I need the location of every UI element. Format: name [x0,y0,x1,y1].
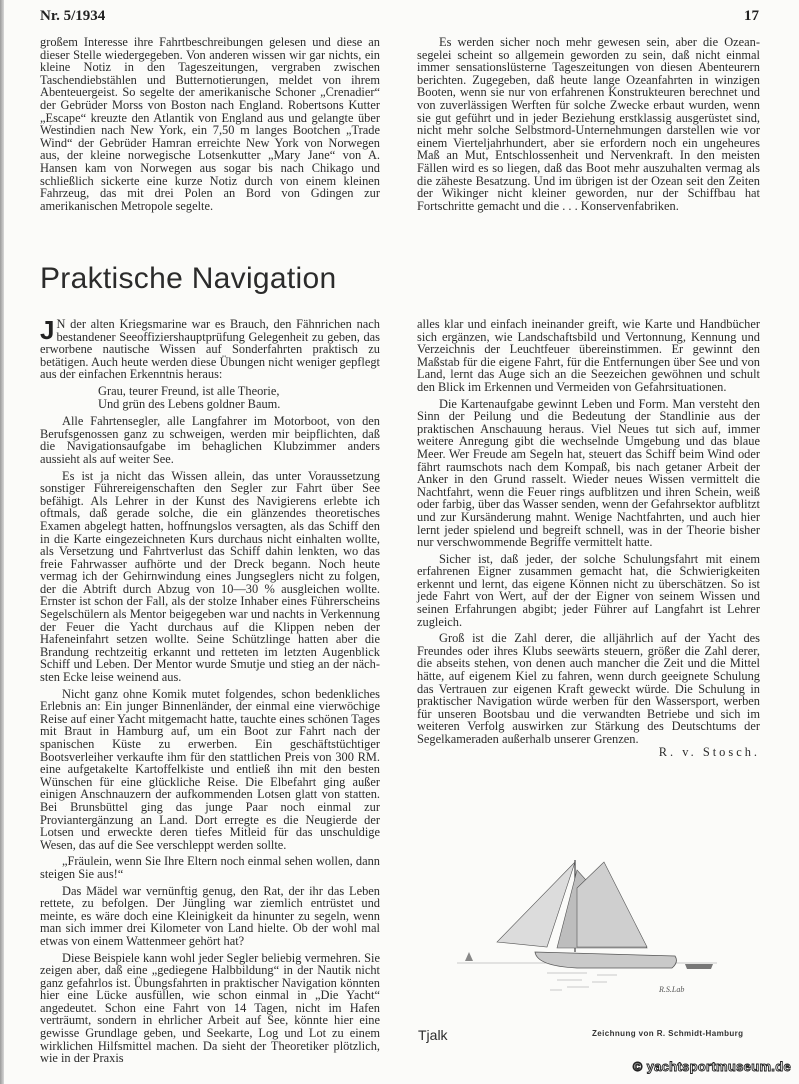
paragraph: Es werden sicher noch mehr gewesen sein, aber die Ozeansegelei scheint so allgemein geworden zu sein, daß nicht einmal immer sensationslüsterne Tageszeitungen von diesen Abenteurern berichten. Zugegeben, daß heute lange Ozeanfahrten in winzigen Booten, wenn sie nur von erfahrenen Konstrukteuren berechnet und von zuverlässigen Werften für solche Zwecke erbaut wurden, wenn sie gut geführt und in jeder Beziehung erstklassig ausgerüstet sind, nicht mehr solche Selbstmord-Unternehmungen darstellen wie vor einem Vierteljahrhundert, aber sie erfordern noch ein ungeheures Maß an Mut, Entschlossenheit und Nervenkraft. In den meisten Fällen wird es so liegen, daß das Boot mehr auszuhalten vermag als die zäheste Besatzung. Und im übrigen ist der Ozean seit den Zeiten der Wikinger nicht kleiner geworden, nur der Schiffbau hat Fortschritte gemacht und die . . . Konservenfabriken. [417,35,760,213]
author-signature: R. v. Stosch. [658,744,760,759]
paragraph: Es ist ja nicht das Wissen allein, das unter Voraussetzung sonstiger Führereigenschaften den Segler zur Fahrt über See befähigt. Als Lehrer in der Kunst des Navigierens erlebte ich oftmals, daß gerade solche, die ein glänzendes theoretisches Examen abgelegt hatten, hoffnungslos versagten, als das Schiff den in die Karte eingezeichneten Kurs durchaus nicht einhalten wollte, als Versetzung und Fahrtverlust das Schiff dahin lenkten, wo das freie Fahrwasser aufhörte und der Dreck begann. Noch heute vermag ich der Gehirnwindung eines Jungseglers nicht zu folgen, der die Abtrift durch Abzug von 10—30 % ausgleichen wollte. Ernster ist schon der Fall, als der stolze Inhaber eines Führerscheins Segelschülern als Mentor beigegeben war und nachts in Verkennung der Feuer die Yacht durchaus auf die Klippen neben der Hafeneinfahrt setzen wollte. Seine Schützlinge hatten aber die Brandung rechtzeitig erkannt und retteten im letzten Augenblick Schiff und Leben. Der Mentor wurde Smutje und stieg an der nächsten Ecke leise weinend aus. [40,468,380,685]
paragraph: Diese Beispiele kann wohl jeder Segler beliebig vermehren. Sie zeigen aber, daß eine „gediegene Halbbildung“ in der Nautik nicht ganz gefahrlos ist. Übungsfahrten in praktischer Navigation könnten hier eine Lücke ausfüllen, wie schon einmal in „Die Yacht“ angedeutet. Schon eine Fahrt von 14 Tagen, nicht im Hafen verträumt, sondern in ehrlicher Arbeit auf See, könnte hier eine gewisse Grundlage geben, und Seekarte, Log und Lot zu einem wirklichen Hilfsmittel machen. Da sieht der Theoretiker plötzlich, wie in der Praxis [40,950,380,1066]
paragraph: Das Mädel war vernünftig genug, den Rat, der ihr das Leben rettete, zu befolgen. Der Jüngling war ziemlich entrüstet und meinte, es wäre doch eine Kleinigkeit da hinunter zu segeln, wenn man sich immer drei Kilometer von Land hielte. Ob der wohl mal etwas von einem Wattenmeer gehört hat? [40,883,380,948]
continuation-paragraph: alles klar und einfach ineinander greift, wie Karte und Handbücher sich ergänzen, wie Landschaftsbild und Vertonnung, Kennung und Verzeichnis der Leuchtfeuer übereinstimmen. Er gewinnt den Maßstab für die eigene Fahrt, für die Entfernungen über See und von Land, lernt das Auge sich an die Seezeichen gewöhnen und schult den Blick im Erkennen und Vermeiden von Gefahrsituationen. [417,317,760,394]
copyright-watermark: © yachtsportmuseum.de [632,1059,791,1074]
final-paragraph [417,631,760,759]
sailing-barge-illustration [417,830,760,1010]
article-left-column [40,315,380,1069]
page-header [40,8,759,28]
sails [497,860,647,952]
paragraph: „Fräulein, wenn Sie Ihre Eltern noch einmal sehen wollen, dann steigen Sie aus!“ [40,854,380,881]
paragraph: großem Interesse ihre Fahrtbeschreibungen gelesen und diese an dieser Stelle wiedergegeben. Von anderen wissen wir gar nichts, ein kleine Notiz in den Tageszeitungen, vergraben zwischen Taschendiebstählen und Butternotierungen, meldet von ihrem Abenteuergeist. So segelte der amerikanische Schoner „Crenadier“ der Gebrüder Morss von Boston nach England. Robertsons Kutter „Escape“ kreuzte den Atlantik von England aus und gelangte über Westindien nach New York, ein 7,50 m langes Bootchen „Trade Wind“ der Gebrüder Hamran erreichte New York von Norwegen aus, der kleine norwegische Lotsenkutter „Mary Jane“ von A. Hansen kam von Norwegen aus sogar bis nach Chikago und schließlich sickerte eine kurze Notiz durch von einem kleinen Fahrzeug, das mit drei Polen an Bord von Gdingen zur amerikanischen Metropole segelte. [40,35,380,213]
paragraph: Alle Fahrtensegler, alle Langfahrer im Motorboot, von den Berufsgenossen ganz zu schweigen, werden mir beipflichten, daß die Navigationsaufgabe im behaglichen Klubzimmer anders aussieht als auf weiter See. [40,414,380,466]
intro-text: N der alten Kriegsmarine war es Brauch, den Fähnrichen nach bestandener Seeoffiziershauptprüfung Gelegenheit zu geben, das erworbene nautische Wissen auf Sonderfahrten praktisch zu betätigen. Auch heute werden diese Übungen nicht weniger gepflegt aus der einfachen Erkenntnis heraus: [40,317,380,382]
distant-boat [465,952,473,961]
final-paragraph-text: Groß ist die Zahl derer, die alljährlich auf der Yacht des Freundes oder ihres Klubs seewärts steuern, größer die Zahl derer, die abseits stehen, von denen auch mancher die Zeit und die Mittel hätte, auf eigenem Kiel zu fahren, wenn durch geeignete Schulung das Vertrauen zur eigenen Kraft geweckt würde. Die Schulung in praktischer Navigation würde werben für den Wassersport, werben für unseren Bootsbau und die verwandten Betriebe und sich im weiteren Verfolg auswirken zur Stärkung des Deutschtums der Segelkameraden außerhalb unserer Grenzen. [417,631,760,746]
previous-article-left-column [40,36,380,216]
article-title: Praktische Navigation [40,262,337,295]
previous-article-right-column [417,36,760,216]
verse-line: Grau, teurer Freund, ist alle Theorie, [98,383,280,398]
verse-line: Und grün des Lebens goldner Baum. [98,396,281,411]
dinghy [685,964,713,969]
barge-hull [535,952,676,968]
article-right-column [417,318,760,758]
paragraph: Sicher ist, daß jeder, der solche Schulungsfahrt mit einem erfahrenen Eigner zusammen gemacht hat, die Schwierigkeiten erkennt und lernt, das eigene Können nicht zu überschätzen. So ist jede Fahrt von Wert, auf der der Eigner von seinem Wissen und seinen Erfahrungen abgibt; jeder Führer auf Langfahrt ist Lehrer zugleich. [417,551,760,629]
issue-number: Nr. 5/1934 [40,8,106,24]
paragraph: Die Kartenaufgabe gewinnt Leben und Form. Man versteht den Sinn der Peilung und die Bedeutung der Standlinie aus der praktischen Anschauung heraus. Viel Neues tut sich auf, immer weitere Anregung gibt die wechselnde Umgebung und das blaue Meer. Wer Freude am Segeln hat, steuert das Schiff beim Wind oder fährt raumschots nach dem Kompaß, bis nach getaner Arbeit der Anker in den Grund rasselt. Wieder neues Wissen vermittelt die Nachtfahrt, wenn die Feuer rings aufblitzen und ihren Schein, weiß oder farbig, über das Wasser senden, wenn der Gefahrsektor aufblitzt und zur Kursänderung mahnt. Wenige Nachtfahrten, und auch hier lernt jeder spielend und begreift schnell, was in der Theorie bisher nur verschwommende Begriffe vermittelt hatte. [417,396,760,550]
drop-cap: J [40,315,55,345]
illustration-credit: Zeichnung von R. Schmidt-Hamburg [592,1029,744,1038]
paragraph: Nicht ganz ohne Komik mutet folgendes, schon bedenkliches Erlebnis an: Ein junger Binnenländer, der einmal eine vierwöchige Reise auf einer Yacht mitgemacht hatte, tauchte eines schönen Tages mit Braut in Hamburg auf, um ein Boot zur Fahrt nach der spanischen Küste zu erwerben. Ein geschäftstüchtiger Bootsverleiher verkaufte ihm für den stattlichen Preis von 300 RM. eine aufgetakelte Kartoffelkiste und entließ ihn mit den besten Wünschen für eine glückliche Reise. Die Elbefahrt ging außer einigen Anschnauzern der aufkommenden Lotsen glatt von statten. Bei Brunsbüttel ging das junge Paar noch einmal zur Proviantergänzung an Land. Dort erregte es die Neugierde der Lotsen und erweckte deren tiefes Mitleid für das unschuldige Wesen, das auf die See verschleppt werden sollte. [40,686,380,852]
illustration-caption: Tjalk [418,1027,448,1043]
page-edge-shadow [0,0,4,1084]
page-number: 17 [744,8,759,24]
verse-quote [98,385,380,410]
sketch-signature: R.S.Lab [659,985,685,994]
intro-paragraph [40,315,380,382]
